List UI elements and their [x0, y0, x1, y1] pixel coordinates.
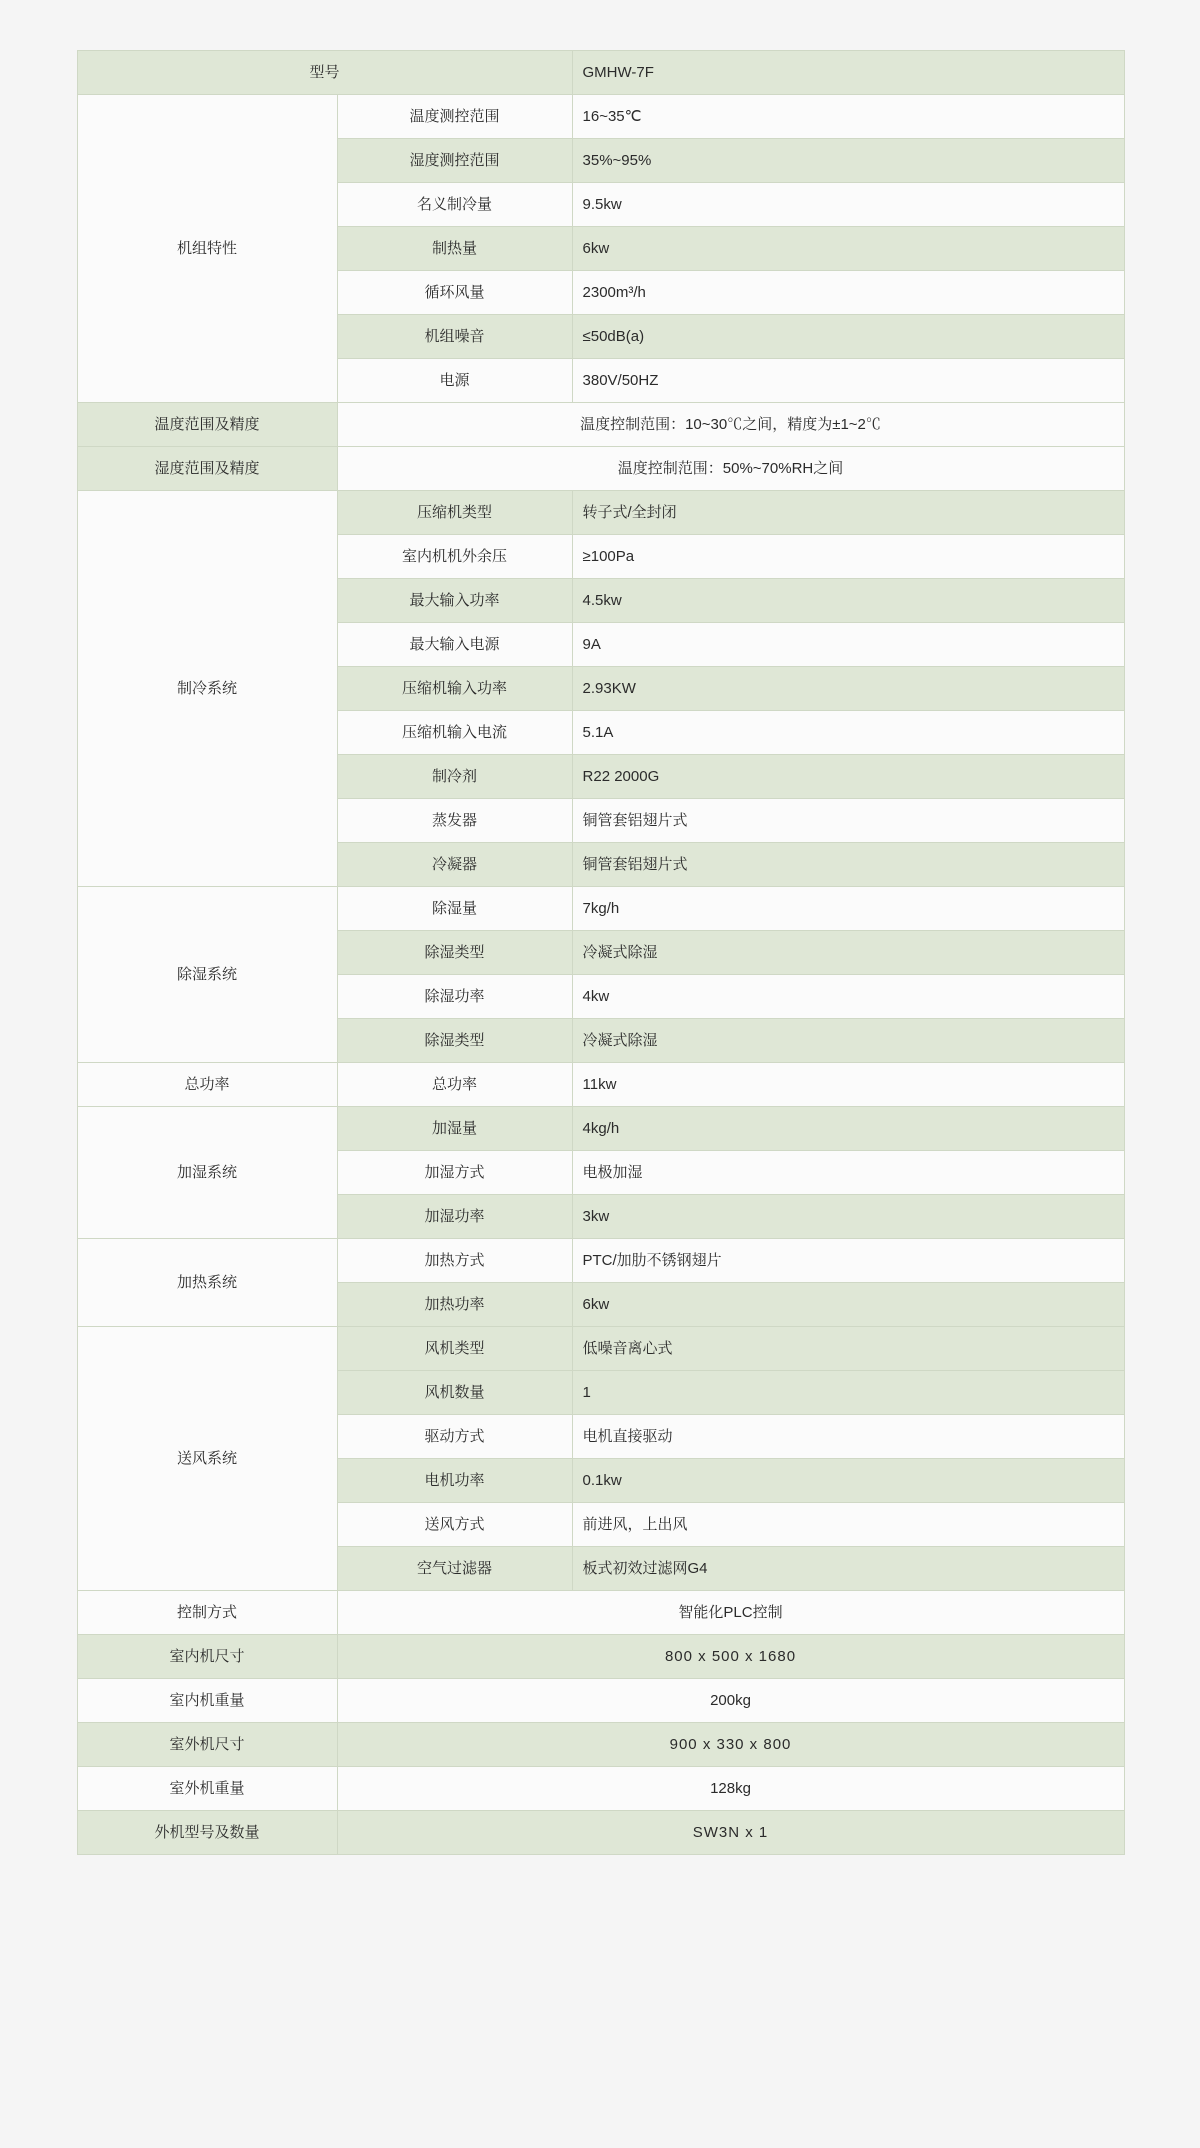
specification-table	[77, 50, 1125, 1855]
row-value: 0.1kw	[572, 1459, 1124, 1503]
table-row	[77, 491, 1124, 535]
row-value: 3kw	[572, 1195, 1124, 1239]
table-row	[77, 95, 1124, 139]
row-value: R22 2000G	[572, 755, 1124, 799]
row-value: 铜管套铝翅片式	[572, 843, 1124, 887]
row-value: 2.93KW	[572, 667, 1124, 711]
row-key: 加湿方式	[337, 1151, 572, 1195]
table-row	[77, 1107, 1124, 1151]
row-value: 4.5kw	[572, 579, 1124, 623]
row-key: 送风方式	[337, 1503, 572, 1547]
group-label-air-supply-system: 送风系统	[77, 1327, 337, 1591]
row-value: SW3N x 1	[337, 1811, 1124, 1855]
row-value: 温度控制范围：10~30℃之间，精度为±1~2℃	[337, 403, 1124, 447]
row-value: 9.5kw	[572, 183, 1124, 227]
table-row	[77, 1679, 1124, 1723]
table-row	[77, 1723, 1124, 1767]
row-key: 制热量	[337, 227, 572, 271]
table-row	[77, 1811, 1124, 1855]
row-key: 湿度测控范围	[337, 139, 572, 183]
row-value: 6kw	[572, 227, 1124, 271]
row-value: 9A	[572, 623, 1124, 667]
row-value: 电极加湿	[572, 1151, 1124, 1195]
table-row	[77, 447, 1124, 491]
row-key: 最大输入电源	[337, 623, 572, 667]
table-row	[77, 1239, 1124, 1283]
table-row	[77, 887, 1124, 931]
row-value: 转子式/全封闭	[572, 491, 1124, 535]
row-key: 除湿量	[337, 887, 572, 931]
spec-table-container	[77, 50, 1124, 1855]
row-key: 加湿功率	[337, 1195, 572, 1239]
row-key: 湿度范围及精度	[77, 447, 337, 491]
row-key: 除湿类型	[337, 931, 572, 975]
row-value: 4kw	[572, 975, 1124, 1019]
row-key: 名义制冷量	[337, 183, 572, 227]
row-key: 蒸发器	[337, 799, 572, 843]
table-row	[77, 1767, 1124, 1811]
group-label-humidification-system: 加湿系统	[77, 1107, 337, 1239]
row-value: 铜管套铝翅片式	[572, 799, 1124, 843]
row-value: 1	[572, 1371, 1124, 1415]
row-value: 板式初效过滤网G4	[572, 1547, 1124, 1591]
row-key: 压缩机类型	[337, 491, 572, 535]
row-value: 温度控制范围：50%~70%RH之间	[337, 447, 1124, 491]
row-value: 11kw	[572, 1063, 1124, 1107]
row-value: 2300m³/h	[572, 271, 1124, 315]
row-value: 电机直接驱动	[572, 1415, 1124, 1459]
row-value: 4kg/h	[572, 1107, 1124, 1151]
row-key: 最大输入功率	[337, 579, 572, 623]
row-key: 温度测控范围	[337, 95, 572, 139]
row-value: 智能化PLC控制	[337, 1591, 1124, 1635]
group-label-unit-features: 机组特性	[77, 95, 337, 403]
row-value: 16~35℃	[572, 95, 1124, 139]
row-key: 室内机重量	[77, 1679, 337, 1723]
row-key: 冷凝器	[337, 843, 572, 887]
row-key: 加热功率	[337, 1283, 572, 1327]
row-key: 电源	[337, 359, 572, 403]
row-value: 7kg/h	[572, 887, 1124, 931]
row-value: 6kw	[572, 1283, 1124, 1327]
row-value: ≤50dB(a)	[572, 315, 1124, 359]
table-row	[77, 1635, 1124, 1679]
row-value: 380V/50HZ	[572, 359, 1124, 403]
row-key: 外机型号及数量	[77, 1811, 337, 1855]
row-value: 800 x 500 x 1680	[337, 1635, 1124, 1679]
row-value: 35%~95%	[572, 139, 1124, 183]
row-key: 温度范围及精度	[77, 403, 337, 447]
row-key: 制冷剂	[337, 755, 572, 799]
row-value: PTC/加肋不锈钢翅片	[572, 1239, 1124, 1283]
row-value: 128kg	[337, 1767, 1124, 1811]
row-key: 总功率	[337, 1063, 572, 1107]
table-row	[77, 51, 1124, 95]
row-key: 压缩机输入功率	[337, 667, 572, 711]
row-key: 循环风量	[337, 271, 572, 315]
row-key: 风机类型	[337, 1327, 572, 1371]
row-value: 冷凝式除湿	[572, 931, 1124, 975]
table-row	[77, 1063, 1124, 1107]
group-label-total-power: 总功率	[77, 1063, 337, 1107]
group-label-heating-system: 加热系统	[77, 1239, 337, 1327]
group-label-dehumidification-system: 除湿系统	[77, 887, 337, 1063]
row-key: 室内机机外余压	[337, 535, 572, 579]
row-value: 5.1A	[572, 711, 1124, 755]
row-value: 低噪音离心式	[572, 1327, 1124, 1371]
model-key: 型号	[77, 51, 572, 95]
row-key: 压缩机输入电流	[337, 711, 572, 755]
row-key: 室外机重量	[77, 1767, 337, 1811]
row-key: 电机功率	[337, 1459, 572, 1503]
row-value: 冷凝式除湿	[572, 1019, 1124, 1063]
row-key: 控制方式	[77, 1591, 337, 1635]
row-value: 200kg	[337, 1679, 1124, 1723]
row-value: 900 x 330 x 800	[337, 1723, 1124, 1767]
model-value: GMHW-7F	[572, 51, 1124, 95]
row-key: 除湿类型	[337, 1019, 572, 1063]
row-value: 前进风，上出风	[572, 1503, 1124, 1547]
row-value: ≥100Pa	[572, 535, 1124, 579]
table-row	[77, 403, 1124, 447]
row-key: 加湿量	[337, 1107, 572, 1151]
row-key: 室内机尺寸	[77, 1635, 337, 1679]
row-key: 加热方式	[337, 1239, 572, 1283]
row-key: 机组噪音	[337, 315, 572, 359]
table-row	[77, 1327, 1124, 1371]
row-key: 驱动方式	[337, 1415, 572, 1459]
row-key: 空气过滤器	[337, 1547, 572, 1591]
group-label-cooling-system: 制冷系统	[77, 491, 337, 887]
row-key: 室外机尺寸	[77, 1723, 337, 1767]
row-key: 除湿功率	[337, 975, 572, 1019]
table-row	[77, 1591, 1124, 1635]
row-key: 风机数量	[337, 1371, 572, 1415]
